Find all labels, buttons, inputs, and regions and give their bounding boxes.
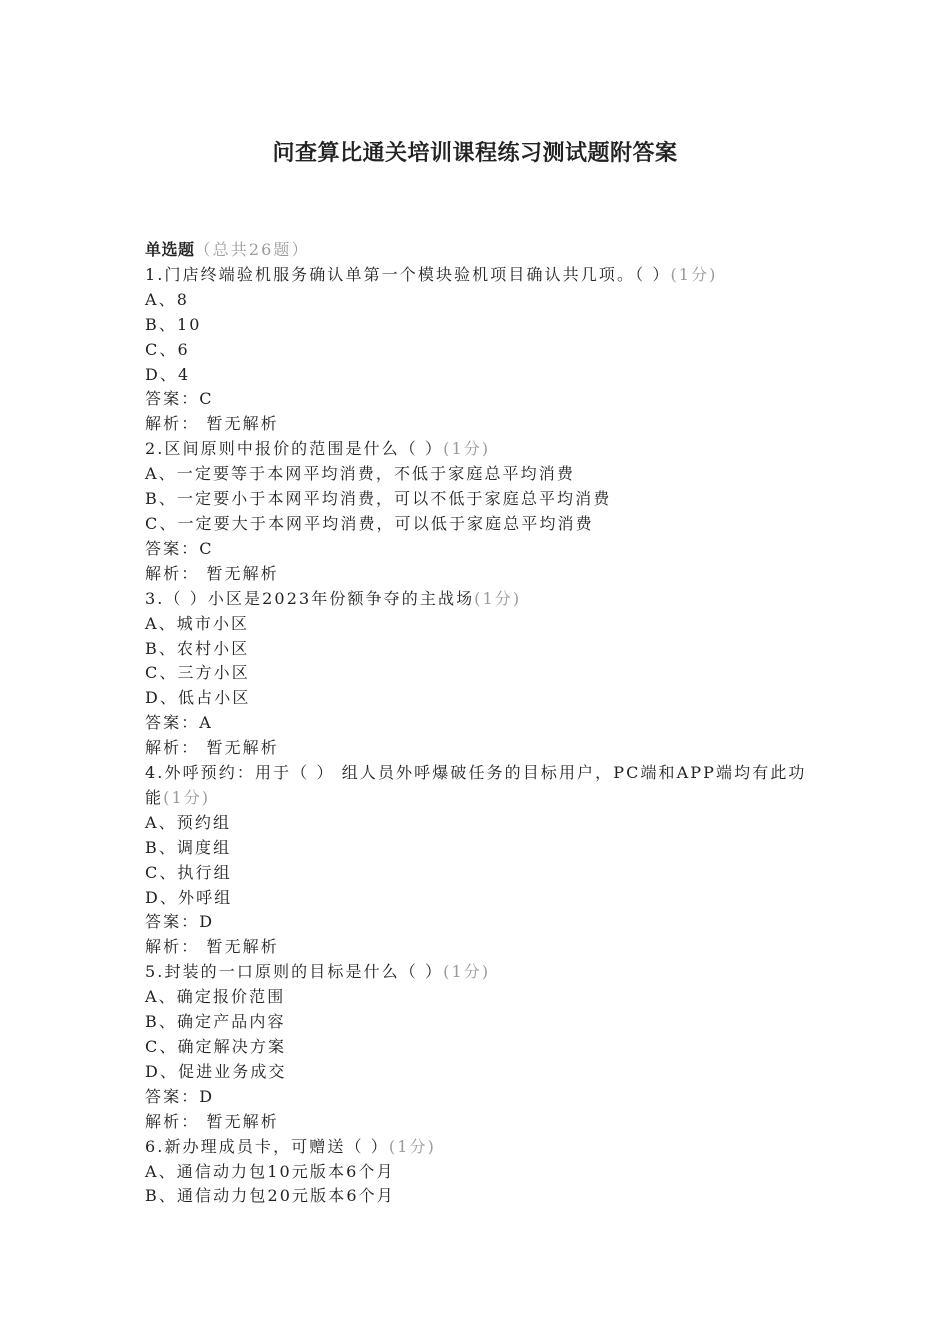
question-score: (1分) xyxy=(388,1136,436,1156)
question-option: D、4 xyxy=(145,364,191,384)
question-text: 3.（ ）小区是2023年份额争夺的主战场 xyxy=(145,588,475,608)
question-analysis: 解析： 暂无解析 xyxy=(145,738,279,758)
question-score: (1分) xyxy=(443,962,491,982)
question-stem xyxy=(145,587,813,612)
question-answer: 答案：C xyxy=(145,389,214,409)
question-stem xyxy=(145,1135,813,1160)
question-option: C、执行组 xyxy=(145,862,232,882)
section-count: （总共26题） xyxy=(194,240,310,259)
question-option: C、一定要大于本网平均消费，可以低于家庭总平均消费 xyxy=(145,513,594,533)
question-text: 2.区间原则中报价的范围是什么（ ） xyxy=(145,439,444,459)
question-option: A、一定要等于本网平均消费，不低于家庭总平均消费 xyxy=(145,464,575,484)
question-score: (1分) xyxy=(670,264,718,284)
question-stem xyxy=(145,960,813,985)
question-option: B、10 xyxy=(145,314,202,334)
section-label: 单选题 xyxy=(145,240,195,259)
document-title: 问查算比通关培训课程练习测试题附答案 xyxy=(272,141,678,166)
question-option: B、调度组 xyxy=(145,837,232,857)
question-option: D、促进业务成交 xyxy=(145,1061,287,1081)
question-option: A、预约组 xyxy=(145,812,232,832)
question-analysis: 解析： 暂无解析 xyxy=(145,414,279,434)
question-option: A、8 xyxy=(145,289,190,309)
question-analysis: 解析： 暂无解析 xyxy=(145,563,279,583)
question-analysis: 解析： 暂无解析 xyxy=(145,937,279,957)
question-score: (1分) xyxy=(474,588,522,608)
question-answer: 答案：D xyxy=(145,1086,215,1106)
question-score: (1分) xyxy=(163,787,211,807)
section-heading xyxy=(145,238,813,263)
question-option: C、6 xyxy=(145,339,190,359)
question-option: A、城市小区 xyxy=(145,613,250,633)
question-list xyxy=(145,238,813,1209)
question-option: D、低占小区 xyxy=(145,688,251,708)
question-text: 4.外呼预约：用于（ ） 组人员外呼爆破任务的目标用户，PC端和APP端均有此功能 xyxy=(145,763,807,807)
question-option: B、一定要小于本网平均消费，可以不低于家庭总平均消费 xyxy=(145,489,612,509)
question-option: B、确定产品内容 xyxy=(145,1012,286,1032)
question-text: 1.门店终端验机服务确认单第一个模块验机项目确认共几项。（ ） xyxy=(145,264,671,284)
question-option: C、三方小区 xyxy=(145,663,250,683)
question-stem xyxy=(145,263,813,288)
question-answer: 答案：C xyxy=(145,538,214,558)
question-option: C、确定解决方案 xyxy=(145,1037,287,1056)
question-option: A、确定报价范围 xyxy=(145,987,286,1007)
question-option: A、通信动力包10元版本6个月 xyxy=(145,1161,395,1181)
question-text: 5.封装的一口原则的目标是什么（ ） xyxy=(145,962,444,982)
question-option: B、通信动力包20元版本6个月 xyxy=(145,1186,395,1206)
question-stem xyxy=(145,761,813,811)
question-answer: 答案：D xyxy=(145,912,215,932)
question-analysis: 解析： 暂无解析 xyxy=(145,1111,279,1131)
question-stem xyxy=(145,437,813,462)
question-score: (1分) xyxy=(443,439,491,459)
question-option: B、农村小区 xyxy=(145,638,250,658)
question-option: D、外呼组 xyxy=(145,887,233,907)
question-answer: 答案：A xyxy=(145,713,213,733)
question-text: 6.新办理成员卡，可赠送（ ） xyxy=(145,1136,389,1156)
